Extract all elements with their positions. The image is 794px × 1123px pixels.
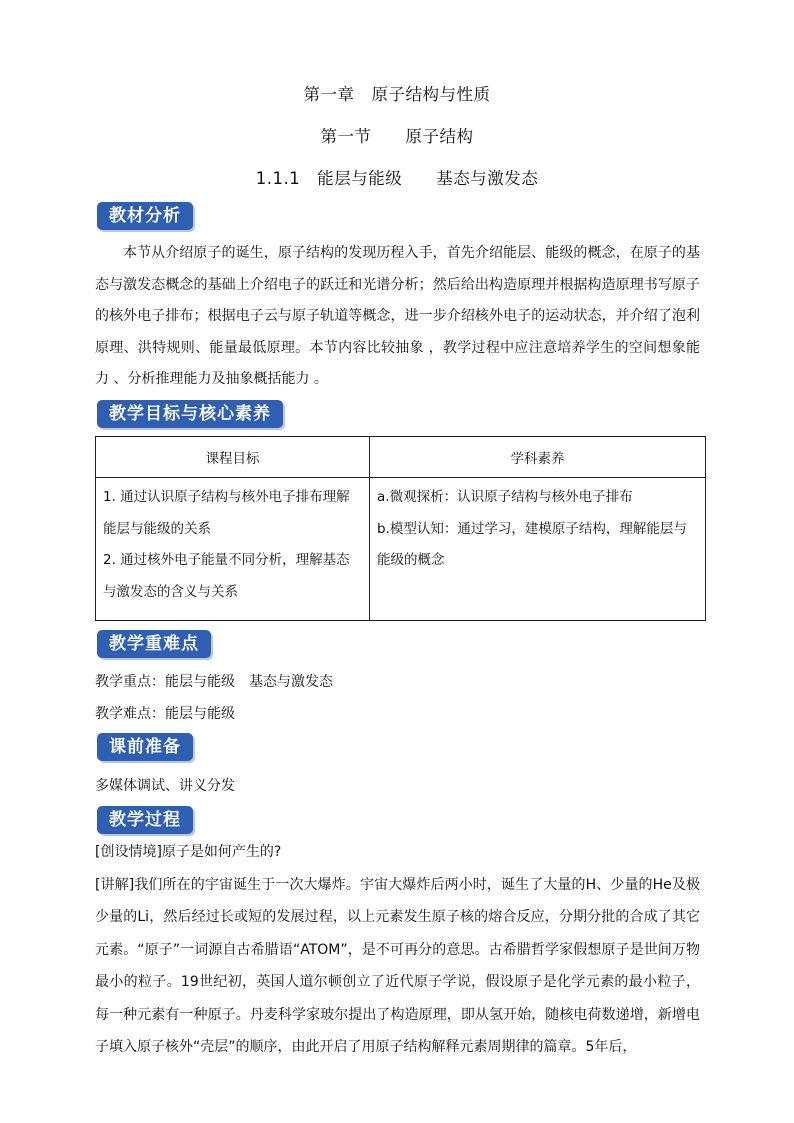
course-goal-2: 2. 通过核外电子能量不同分析，理解基态与激发态的含义与关系 bbox=[103, 552, 350, 600]
goals-col2-header: 学科素养 bbox=[370, 437, 706, 478]
literacy-item-b: b.模型认知：通过学习，建模原子结构，理解能层与能级的概念 bbox=[377, 520, 687, 568]
lesson-title: 1.1.1 能层与能级 基态与激发态 bbox=[255, 169, 539, 188]
teaching-difficulty: 教学难点：能层与能级 bbox=[95, 706, 235, 722]
goals-table-body-row bbox=[96, 478, 706, 621]
goals-heading: 教学目标与核心素养 bbox=[97, 400, 283, 428]
analysis-paragraph: 本节从介绍原子的诞生，原子结构的发现历程入手，首先介绍能层、能级的概念，在原子的基态与激发态概念的基础上介绍电子的跃迁和光谱分析；然后给出构造原理并根据构造原理书写原子的核外电子排布；根据电子云与原子轨道等概念，进一步介绍核外电子的运动状态，并介绍了泡利原理、洪特规则、能量最低原理。本节内容比较抽象 ，教学过程中应注意培养学生的空间想象能力 、分析推理能力及抽象概括能力 。 bbox=[95, 245, 700, 387]
prep-heading: 课前准备 bbox=[97, 733, 193, 761]
goals-col2-cell bbox=[370, 478, 706, 621]
literacy-item-a: a.微观探析：认识原子结构与核外电子排布 bbox=[377, 489, 633, 505]
goals-col1-header: 课程目标 bbox=[96, 437, 370, 478]
teaching-focus: 教学重点：能层与能级 基态与激发态 bbox=[95, 674, 333, 690]
prep-text: 多媒体调试、讲义分发 bbox=[95, 778, 235, 794]
section-title: 第一节 原子结构 bbox=[320, 127, 474, 146]
process-body bbox=[95, 836, 700, 1064]
course-goal-1: 1. 通过认识原子结构与核外电子排布理解能层与能级的关系 bbox=[103, 489, 350, 537]
process-scenario: [创设情境]原子是如何产生的? bbox=[95, 844, 282, 860]
chapter-title: 第一章 原子结构与性质 bbox=[303, 85, 491, 104]
process-lecture: [讲解]我们所在的宇宙诞生于一次大爆炸。宇宙大爆炸后两小时，诞生了大量的H、少量的He及极少量的Li，然后经过长或短的发展过程，以上元素发生原子核的熔合反应，分期分批的合成了其它元素。“原子”一词源自古希腊语“ATOM”，是不可再分的意思。古希腊哲学家假想原子是世间万物最小的粒子。19世纪初，英国人道尔顿创立了近代原子学说，假设原子是化学元素的最小粒子，每一种元素有一种原子。丹麦科学家玻尔提出了构造原理，即从氢开始，随核电荷数递增，新增电子填入原子核外“壳层”的顺序，由此开启了用原子结构解释元素周期律的篇章。5年后， bbox=[95, 876, 700, 1055]
goals-table-header-row bbox=[96, 437, 706, 478]
analysis-heading: 教材分析 bbox=[97, 202, 193, 230]
process-heading: 教学过程 bbox=[97, 806, 193, 834]
keypoints-heading: 教学重难点 bbox=[97, 630, 211, 658]
goals-col1-cell bbox=[96, 478, 370, 621]
goals-table bbox=[95, 436, 706, 621]
